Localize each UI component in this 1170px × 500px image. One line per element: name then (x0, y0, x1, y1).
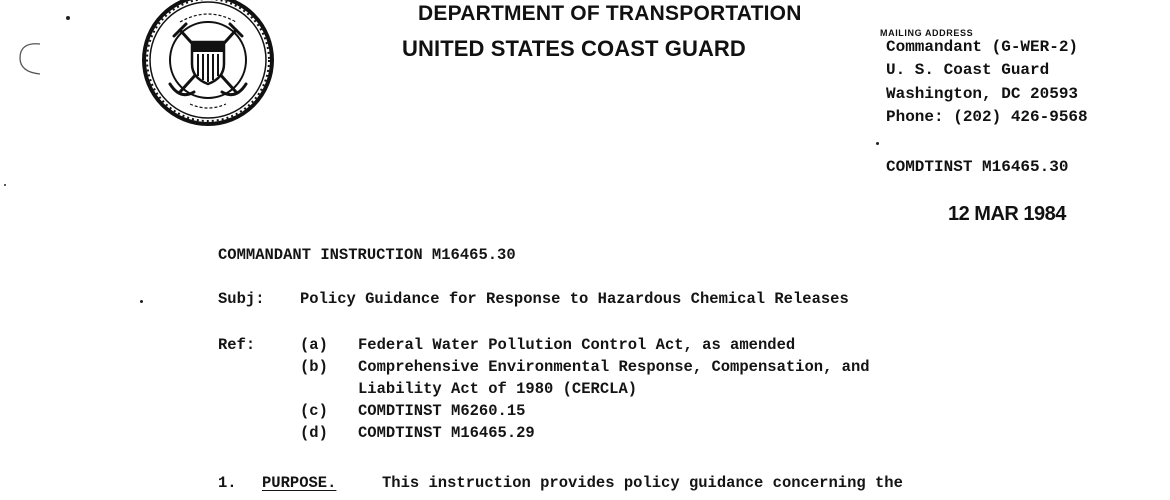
reference-text: COMDTINST M16465.29 (358, 424, 535, 442)
coast-guard-seal-logo (140, 0, 276, 128)
scan-speck (66, 16, 70, 20)
reference-text: Federal Water Pollution Control Act, as amended (358, 336, 796, 354)
reference-text: COMDTINST M6260.15 (358, 402, 526, 420)
reference-letter: (b) (300, 358, 328, 376)
reference-letter: (d) (300, 424, 328, 442)
agency-title: UNITED STATES COAST GUARD (402, 36, 746, 61)
paragraph-text: This instruction provides policy guidance concerning the (382, 474, 903, 492)
mailing-address-phone: Phone: (202) 426-9568 (886, 108, 1088, 126)
reference-letter: (c) (300, 402, 328, 420)
reference-label: Ref: (218, 336, 256, 354)
paragraph-heading: PURPOSE. (262, 474, 337, 492)
reference-text-continuation: Liability Act of 1980 (CERCLA) (358, 380, 638, 398)
subject-text: Policy Guidance for Response to Hazardous Chemical Releases (300, 290, 849, 308)
mailing-address-line: Commandant (G-WER-2) (886, 38, 1079, 56)
instruction-code: COMDTINST M16465.30 (886, 158, 1069, 176)
mailing-address-label: MAILING ADDRESS (880, 28, 974, 38)
department-title: DEPARTMENT OF TRANSPORTATION (418, 2, 802, 25)
subject-label: Subj: (218, 290, 265, 308)
reference-text: Comprehensive Environmental Response, Compensation, and (358, 358, 870, 376)
scan-speck (876, 142, 879, 145)
scan-artifact-mark (14, 38, 44, 78)
scan-speck (140, 300, 143, 303)
mailing-address-line: U. S. Coast Guard (886, 61, 1050, 79)
mailing-address-line: Washington, DC 20593 (886, 85, 1079, 103)
scan-speck (4, 184, 6, 186)
reference-letter: (a) (300, 336, 328, 354)
paragraph-number: 1. (218, 474, 237, 492)
instruction-title: COMMANDANT INSTRUCTION M16465.30 (218, 246, 516, 264)
date-stamp: 12 MAR 1984 (948, 203, 1066, 225)
